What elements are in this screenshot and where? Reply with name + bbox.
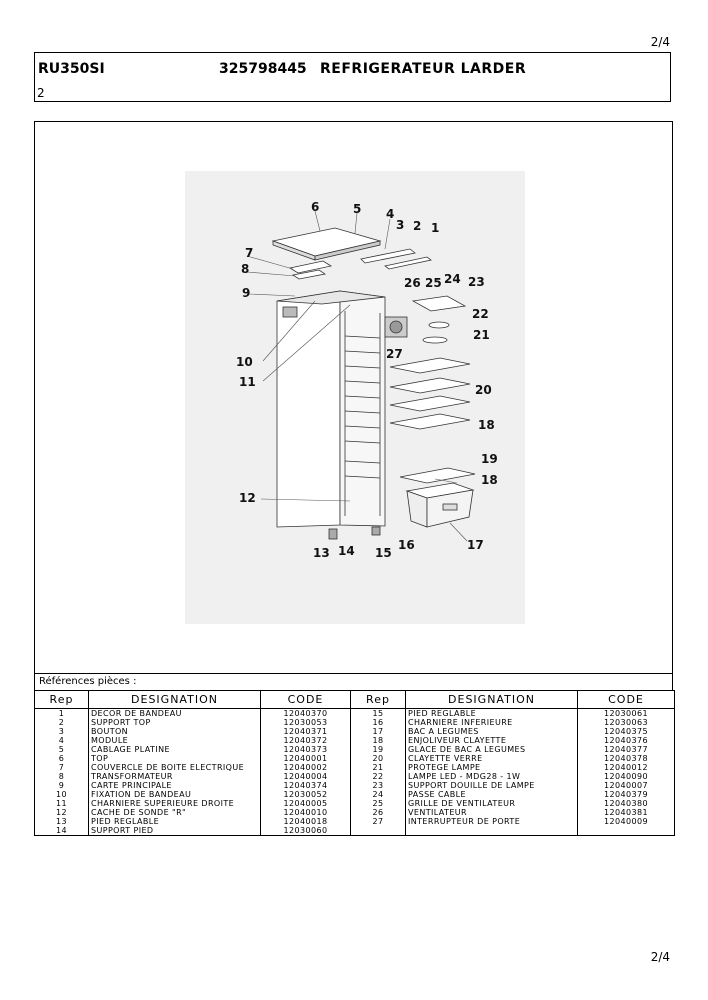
parts-references-caption: Références pièces : — [34, 674, 673, 691]
callout-label: 22 — [472, 307, 489, 321]
column-header-designation: DESIGNATION — [89, 691, 261, 709]
callout-label: 25 — [425, 276, 442, 290]
cell-code: 12040379 — [578, 790, 675, 799]
cell-designation: SUPPORT PIED — [89, 826, 261, 836]
cell-code: 12040370 — [261, 709, 351, 719]
cell-designation: PROTEGE LAMPE — [406, 763, 578, 772]
quantity-value: 2 — [37, 86, 45, 100]
cell-rep: 18 — [351, 736, 406, 745]
cell-code: 12040375 — [578, 727, 675, 736]
cell-designation: CARTE PRINCIPALE — [89, 781, 261, 790]
cell-designation: PASSE CABLE — [406, 790, 578, 799]
table-row — [35, 772, 675, 781]
cell-rep: 11 — [35, 799, 89, 808]
table-row — [35, 754, 675, 763]
cell-rep: 19 — [351, 745, 406, 754]
cell-rep: 26 — [351, 808, 406, 817]
callout-label: 14 — [338, 544, 355, 558]
cell-code: 12040004 — [261, 772, 351, 781]
table-row — [35, 763, 675, 772]
cell-code: 12030060 — [261, 826, 351, 836]
callout-label: 26 — [404, 276, 421, 290]
cell-code: 12030052 — [261, 790, 351, 799]
callout-label: 1 — [431, 221, 440, 235]
cell-designation: CHARNIERE INFERIEURE — [406, 718, 578, 727]
callout-label: 23 — [468, 275, 485, 289]
cell-rep: 10 — [35, 790, 89, 799]
cell-rep: 15 — [351, 709, 406, 719]
cell-code: 12030061 — [578, 709, 675, 719]
cell-code: 12040377 — [578, 745, 675, 754]
table-row — [35, 817, 675, 826]
exploded-view-frame — [34, 121, 673, 674]
product-title: REFRIGERATEUR LARDER — [320, 61, 527, 77]
cell-designation: TOP — [89, 754, 261, 763]
callout-label: 18 — [481, 473, 498, 487]
column-header-code: CODE — [578, 691, 675, 709]
callout-label: 24 — [444, 272, 461, 286]
callout-label: 4 — [386, 207, 395, 221]
cell-rep: 12 — [35, 808, 89, 817]
cell-code: 12040009 — [578, 817, 675, 826]
exploded-view-drawing — [185, 171, 525, 624]
cell-designation: BOUTON — [89, 727, 261, 736]
cell-designation: PIED REGLABLE — [406, 709, 578, 719]
cell-rep: 5 — [35, 745, 89, 754]
column-header-rep: Rep — [35, 691, 89, 709]
cell-rep: 16 — [351, 718, 406, 727]
crisper-glass-part — [400, 468, 475, 483]
cell-code: 12030063 — [578, 718, 675, 727]
column-header-code: CODE — [261, 691, 351, 709]
table-row — [35, 718, 675, 727]
cell-rep: 17 — [351, 727, 406, 736]
cell-rep: 2 — [35, 718, 89, 727]
callout-label: 15 — [375, 546, 392, 560]
cell-rep: 13 — [35, 817, 89, 826]
cell-designation: MODULE — [89, 736, 261, 745]
table-row — [35, 727, 675, 736]
cell-designation: ENJOLIVEUR CLAYETTE — [406, 736, 578, 745]
cell-code: 12040001 — [261, 754, 351, 763]
cell-rep: 4 — [35, 736, 89, 745]
table-row — [35, 736, 675, 745]
reference-code: 325798445 — [219, 61, 307, 77]
cell-designation: TRANSFORMATEUR — [89, 772, 261, 781]
cell-designation — [406, 826, 578, 836]
table-row — [35, 790, 675, 799]
cell-designation: CHARNIERE SUPERIEURE DROITE — [89, 799, 261, 808]
table-row — [35, 799, 675, 808]
cell-rep: 24 — [351, 790, 406, 799]
cell-designation: DECOR DE BANDEAU — [89, 709, 261, 719]
cell-rep: 20 — [351, 754, 406, 763]
cell-designation: GRILLE DE VENTILATEUR — [406, 799, 578, 808]
callout-label: 21 — [473, 328, 490, 342]
cell-rep: 22 — [351, 772, 406, 781]
callout-label: 5 — [353, 202, 362, 216]
cell-designation: SUPPORT DOUILLE DE LAMPE — [406, 781, 578, 790]
callout-label: 10 — [236, 355, 253, 369]
cell-code: 12040007 — [578, 781, 675, 790]
table-header-row — [35, 691, 675, 709]
table-row — [35, 709, 675, 719]
cell-designation: COUVERCLE DE BOITE ELECTRIQUE — [89, 763, 261, 772]
cell-code: 12040005 — [261, 799, 351, 808]
callout-label: 27 — [386, 347, 403, 361]
cell-code: 12040376 — [578, 736, 675, 745]
cell-designation: PIED REGLABLE — [89, 817, 261, 826]
cell-rep: 14 — [35, 826, 89, 836]
cell-designation: CABLAGE PLATINE — [89, 745, 261, 754]
cell-designation: CACHE DE SONDE "R" — [89, 808, 261, 817]
cell-code: 12040380 — [578, 799, 675, 808]
callout-label: 6 — [311, 200, 320, 214]
cell-designation: INTERRUPTEUR DE PORTE — [406, 817, 578, 826]
cell-rep: 3 — [35, 727, 89, 736]
cell-designation: SUPPORT TOP — [89, 718, 261, 727]
cell-code: 12030053 — [261, 718, 351, 727]
cell-rep: 1 — [35, 709, 89, 719]
cell-rep: 9 — [35, 781, 89, 790]
cell-designation: CLAYETTE VERRE — [406, 754, 578, 763]
exploded-view-diagram — [185, 171, 525, 624]
callout-label: 3 — [396, 218, 405, 232]
cell-code: 12040371 — [261, 727, 351, 736]
column-header-rep: Rep — [351, 691, 406, 709]
callout-label: 18 — [478, 418, 495, 432]
callout-label: 2 — [413, 219, 422, 233]
callout-label: 11 — [239, 375, 256, 389]
callout-label: 19 — [481, 452, 498, 466]
cell-code: 12040002 — [261, 763, 351, 772]
top-panel-part — [273, 228, 380, 256]
cell-code: 12040090 — [578, 772, 675, 781]
table-row — [35, 781, 675, 790]
document-header — [34, 52, 671, 102]
cell-code: 12040372 — [261, 736, 351, 745]
cell-designation: FIXATION DE BANDEAU — [89, 790, 261, 799]
callout-label: 13 — [313, 546, 330, 560]
cell-code: 12040378 — [578, 754, 675, 763]
callout-label: 7 — [245, 246, 254, 260]
cell-rep: 6 — [35, 754, 89, 763]
cell-rep: 8 — [35, 772, 89, 781]
callout-label: 17 — [467, 538, 484, 552]
cell-designation: LAMPE LED - MDG28 - 1W — [406, 772, 578, 781]
electrical-box-cover-part — [290, 261, 331, 273]
callout-label: 8 — [241, 262, 250, 276]
cell-rep: 7 — [35, 763, 89, 772]
column-header-designation: DESIGNATION — [406, 691, 578, 709]
cell-rep: 25 — [351, 799, 406, 808]
model-name: RU350SI — [38, 61, 105, 77]
cell-rep: 21 — [351, 763, 406, 772]
cell-code: 12040012 — [578, 763, 675, 772]
cell-rep: 23 — [351, 781, 406, 790]
page-number-top: 2/4 — [650, 35, 670, 49]
cabinet-side-part — [277, 291, 340, 527]
cell-code: 12040010 — [261, 808, 351, 817]
callout-label: 9 — [242, 286, 251, 300]
table-row — [35, 745, 675, 754]
cell-code: 12040018 — [261, 817, 351, 826]
parts-table-body — [35, 709, 675, 836]
cell-code: 12040373 — [261, 745, 351, 754]
cell-code — [578, 826, 675, 836]
cell-code: 12040381 — [578, 808, 675, 817]
cell-designation: GLACE DE BAC A LEGUMES — [406, 745, 578, 754]
cell-code: 12040374 — [261, 781, 351, 790]
cell-designation: BAC A LEGUMES — [406, 727, 578, 736]
cell-designation: VENTILATEUR — [406, 808, 578, 817]
callout-label: 12 — [239, 491, 256, 505]
page-number-bottom: 2/4 — [650, 950, 670, 964]
table-row — [35, 808, 675, 817]
table-row — [35, 826, 675, 836]
cell-rep — [351, 826, 406, 836]
callout-label: 16 — [398, 538, 415, 552]
cell-rep: 27 — [351, 817, 406, 826]
lamp-support-part — [413, 296, 465, 311]
parts-table — [34, 690, 675, 836]
callout-label: 20 — [475, 383, 492, 397]
